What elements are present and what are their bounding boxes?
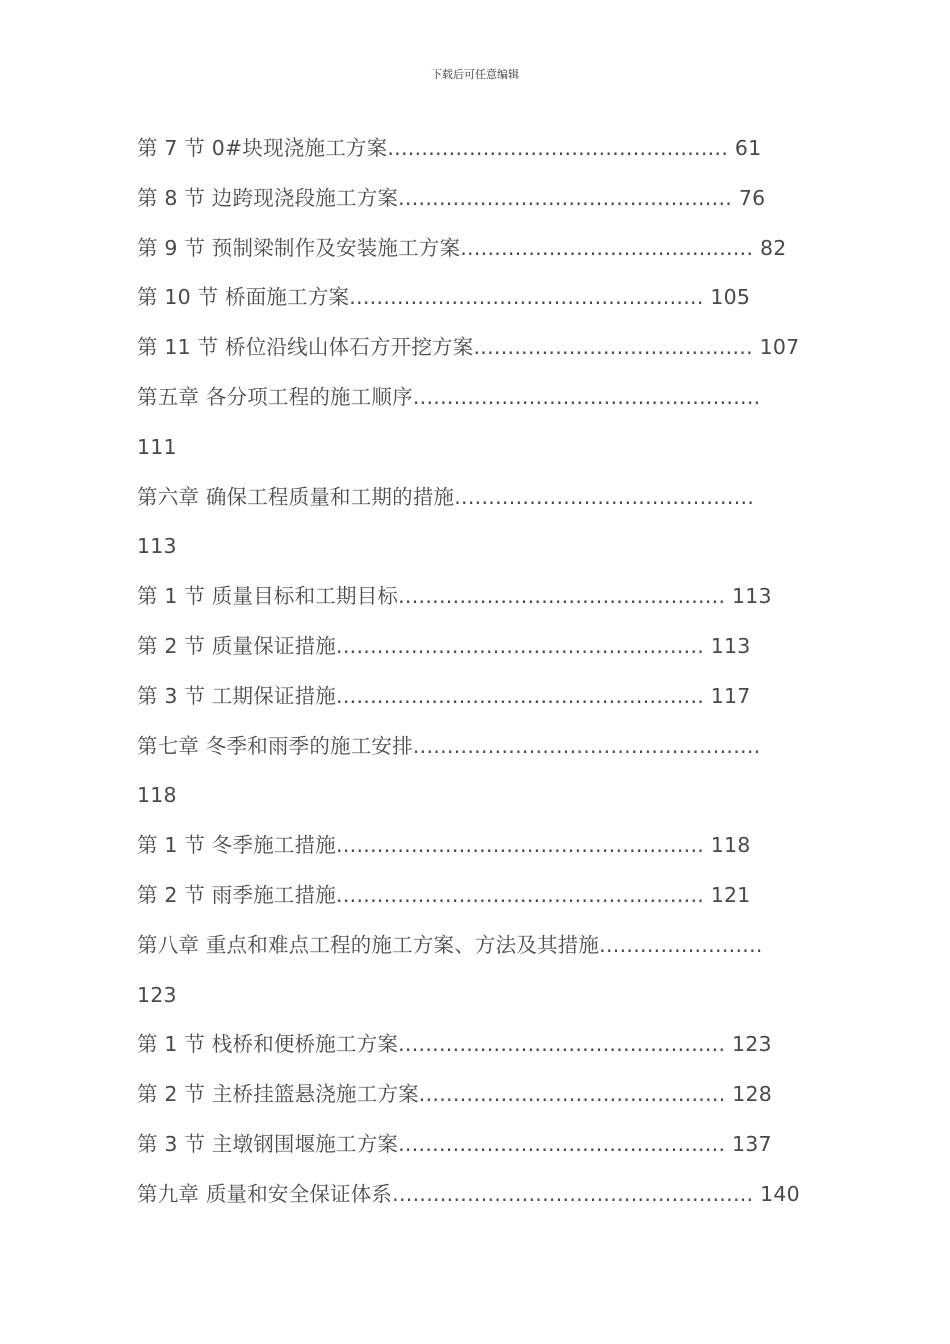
- toc-page-number: 111: [137, 434, 177, 459]
- toc-page-number: 121: [704, 882, 751, 907]
- toc-entry-ch6-section-2[interactable]: [137, 622, 857, 672]
- toc-entry-label: 第 8 节 边跨现浇段施工方案: [137, 185, 399, 210]
- toc-page-number: 123: [137, 982, 177, 1007]
- toc-page-number: 105: [703, 285, 751, 310]
- toc-entry-label: 第 2 节 雨季施工措施: [137, 882, 336, 907]
- toc-entry-section-11[interactable]: [137, 323, 857, 373]
- toc-leader-dots: ....................................................: [349, 285, 704, 310]
- toc-page-number: 76: [732, 185, 766, 210]
- toc-page-number: 113: [704, 633, 751, 658]
- toc-entry-section-9[interactable]: [137, 224, 857, 274]
- toc-entry-ch7-section-2[interactable]: [137, 871, 857, 921]
- toc-entry-chapter-6[interactable]: [137, 473, 857, 523]
- toc-entry-label: 第八章 重点和难点工程的施工方案、方法及其措施: [137, 932, 600, 957]
- toc-entry-chapter-9[interactable]: [137, 1170, 857, 1220]
- toc-entry-ch8-section-1[interactable]: [137, 1020, 857, 1070]
- toc-page-number: 123: [725, 1032, 772, 1057]
- toc-leader-dots: ......................................................: [336, 882, 705, 907]
- toc-entry-ch6-section-1[interactable]: [137, 572, 857, 622]
- toc-entry-label: 第 7 节 0#块现浇施工方案: [137, 136, 388, 160]
- toc-leader-dots: ................................................: [398, 1032, 726, 1057]
- toc-leader-dots: ......................................................: [336, 683, 705, 708]
- toc-leader-dots: ................................................: [398, 1131, 726, 1156]
- toc-entry-ch7-section-1[interactable]: [137, 821, 857, 871]
- toc-leader-dots: .........................................: [473, 335, 753, 360]
- toc-entry-label: 第六章 确保工程质量和工期的措施: [137, 484, 455, 509]
- toc-entry-chapter-8[interactable]: [137, 921, 857, 971]
- toc-entry-chapter-5-page[interactable]: [137, 423, 857, 473]
- toc-leader-dots: ...................................................: [412, 733, 761, 758]
- toc-entry-label: 第 1 节 质量目标和工期目标: [137, 584, 399, 609]
- toc-page-number: 113: [725, 584, 772, 609]
- toc-page-number: 113: [137, 534, 177, 559]
- toc-entry-label: 第 2 节 质量保证措施: [137, 633, 336, 658]
- toc-entry-label: 第五章 各分项工程的施工顺序: [137, 384, 413, 409]
- toc-entry-ch8-section-2[interactable]: [137, 1070, 857, 1120]
- toc-entry-label: 第 3 节 主墩钢围堰施工方案: [137, 1131, 399, 1156]
- toc-entry-label: 第九章 质量和安全保证体系: [137, 1181, 393, 1206]
- toc-entry-label: 第 9 节 预制梁制作及安装施工方案: [137, 235, 461, 260]
- toc-entry-label: 第 11 节 桥位沿线山体石方开挖方案: [137, 335, 474, 360]
- toc-entry-chapter-6-page[interactable]: [137, 522, 857, 572]
- toc-entry-chapter-5[interactable]: [137, 373, 857, 423]
- toc-leader-dots: ...................................................: [412, 384, 761, 409]
- toc-leader-dots: .................................................: [398, 185, 733, 210]
- toc-page-number: 118: [137, 783, 177, 808]
- toc-entry-label: 第 1 节 栈桥和便桥施工方案: [137, 1032, 399, 1057]
- toc-page-number: 140: [753, 1181, 800, 1206]
- header-note: 下载后可任意编辑: [431, 68, 519, 81]
- toc-leader-dots: .............................................: [418, 1082, 726, 1107]
- toc-entry-section-8[interactable]: [137, 174, 857, 224]
- toc-page-number: 107: [752, 335, 800, 360]
- toc-entry-label: 第 3 节 工期保证措施: [137, 683, 336, 708]
- toc-entry-section-10[interactable]: [137, 273, 857, 323]
- toc-page-number: 61: [728, 136, 762, 160]
- toc-entry-label: 第 1 节 冬季施工措施: [137, 833, 336, 858]
- toc-leader-dots: ............................................: [454, 484, 755, 509]
- toc-leader-dots: ......................................................: [336, 833, 705, 858]
- toc-leader-dots: ................................................: [398, 584, 726, 609]
- toc-entry-section-7[interactable]: [137, 124, 857, 174]
- toc-leader-dots: ...........................................: [460, 235, 754, 260]
- toc-entry-label: 第七章 冬季和雨季的施工安排: [137, 733, 413, 758]
- toc-leader-dots: ........................: [599, 932, 763, 957]
- toc-entry-ch8-section-3[interactable]: [137, 1120, 857, 1170]
- toc-entry-chapter-8-page[interactable]: [137, 971, 857, 1021]
- toc-leader-dots: ......................................................: [336, 633, 705, 658]
- toc-leader-dots: .....................................................: [392, 1181, 754, 1206]
- toc-entry-chapter-7-page[interactable]: [137, 771, 857, 821]
- toc-entry-label: 第 10 节 桥面施工方案: [137, 285, 350, 310]
- table-of-contents: [137, 124, 857, 1220]
- toc-page-number: 118: [704, 833, 751, 858]
- toc-entry-label: 第 2 节 主桥挂篮悬浇施工方案: [137, 1082, 419, 1107]
- toc-page-number: 128: [725, 1082, 772, 1107]
- toc-entry-ch6-section-3[interactable]: [137, 672, 857, 722]
- toc-page-number: 137: [725, 1131, 772, 1156]
- toc-leader-dots: ..................................................: [387, 136, 729, 160]
- toc-page-number: 117: [704, 683, 751, 708]
- toc-page-number: 82: [753, 235, 787, 260]
- toc-entry-chapter-7[interactable]: [137, 722, 857, 772]
